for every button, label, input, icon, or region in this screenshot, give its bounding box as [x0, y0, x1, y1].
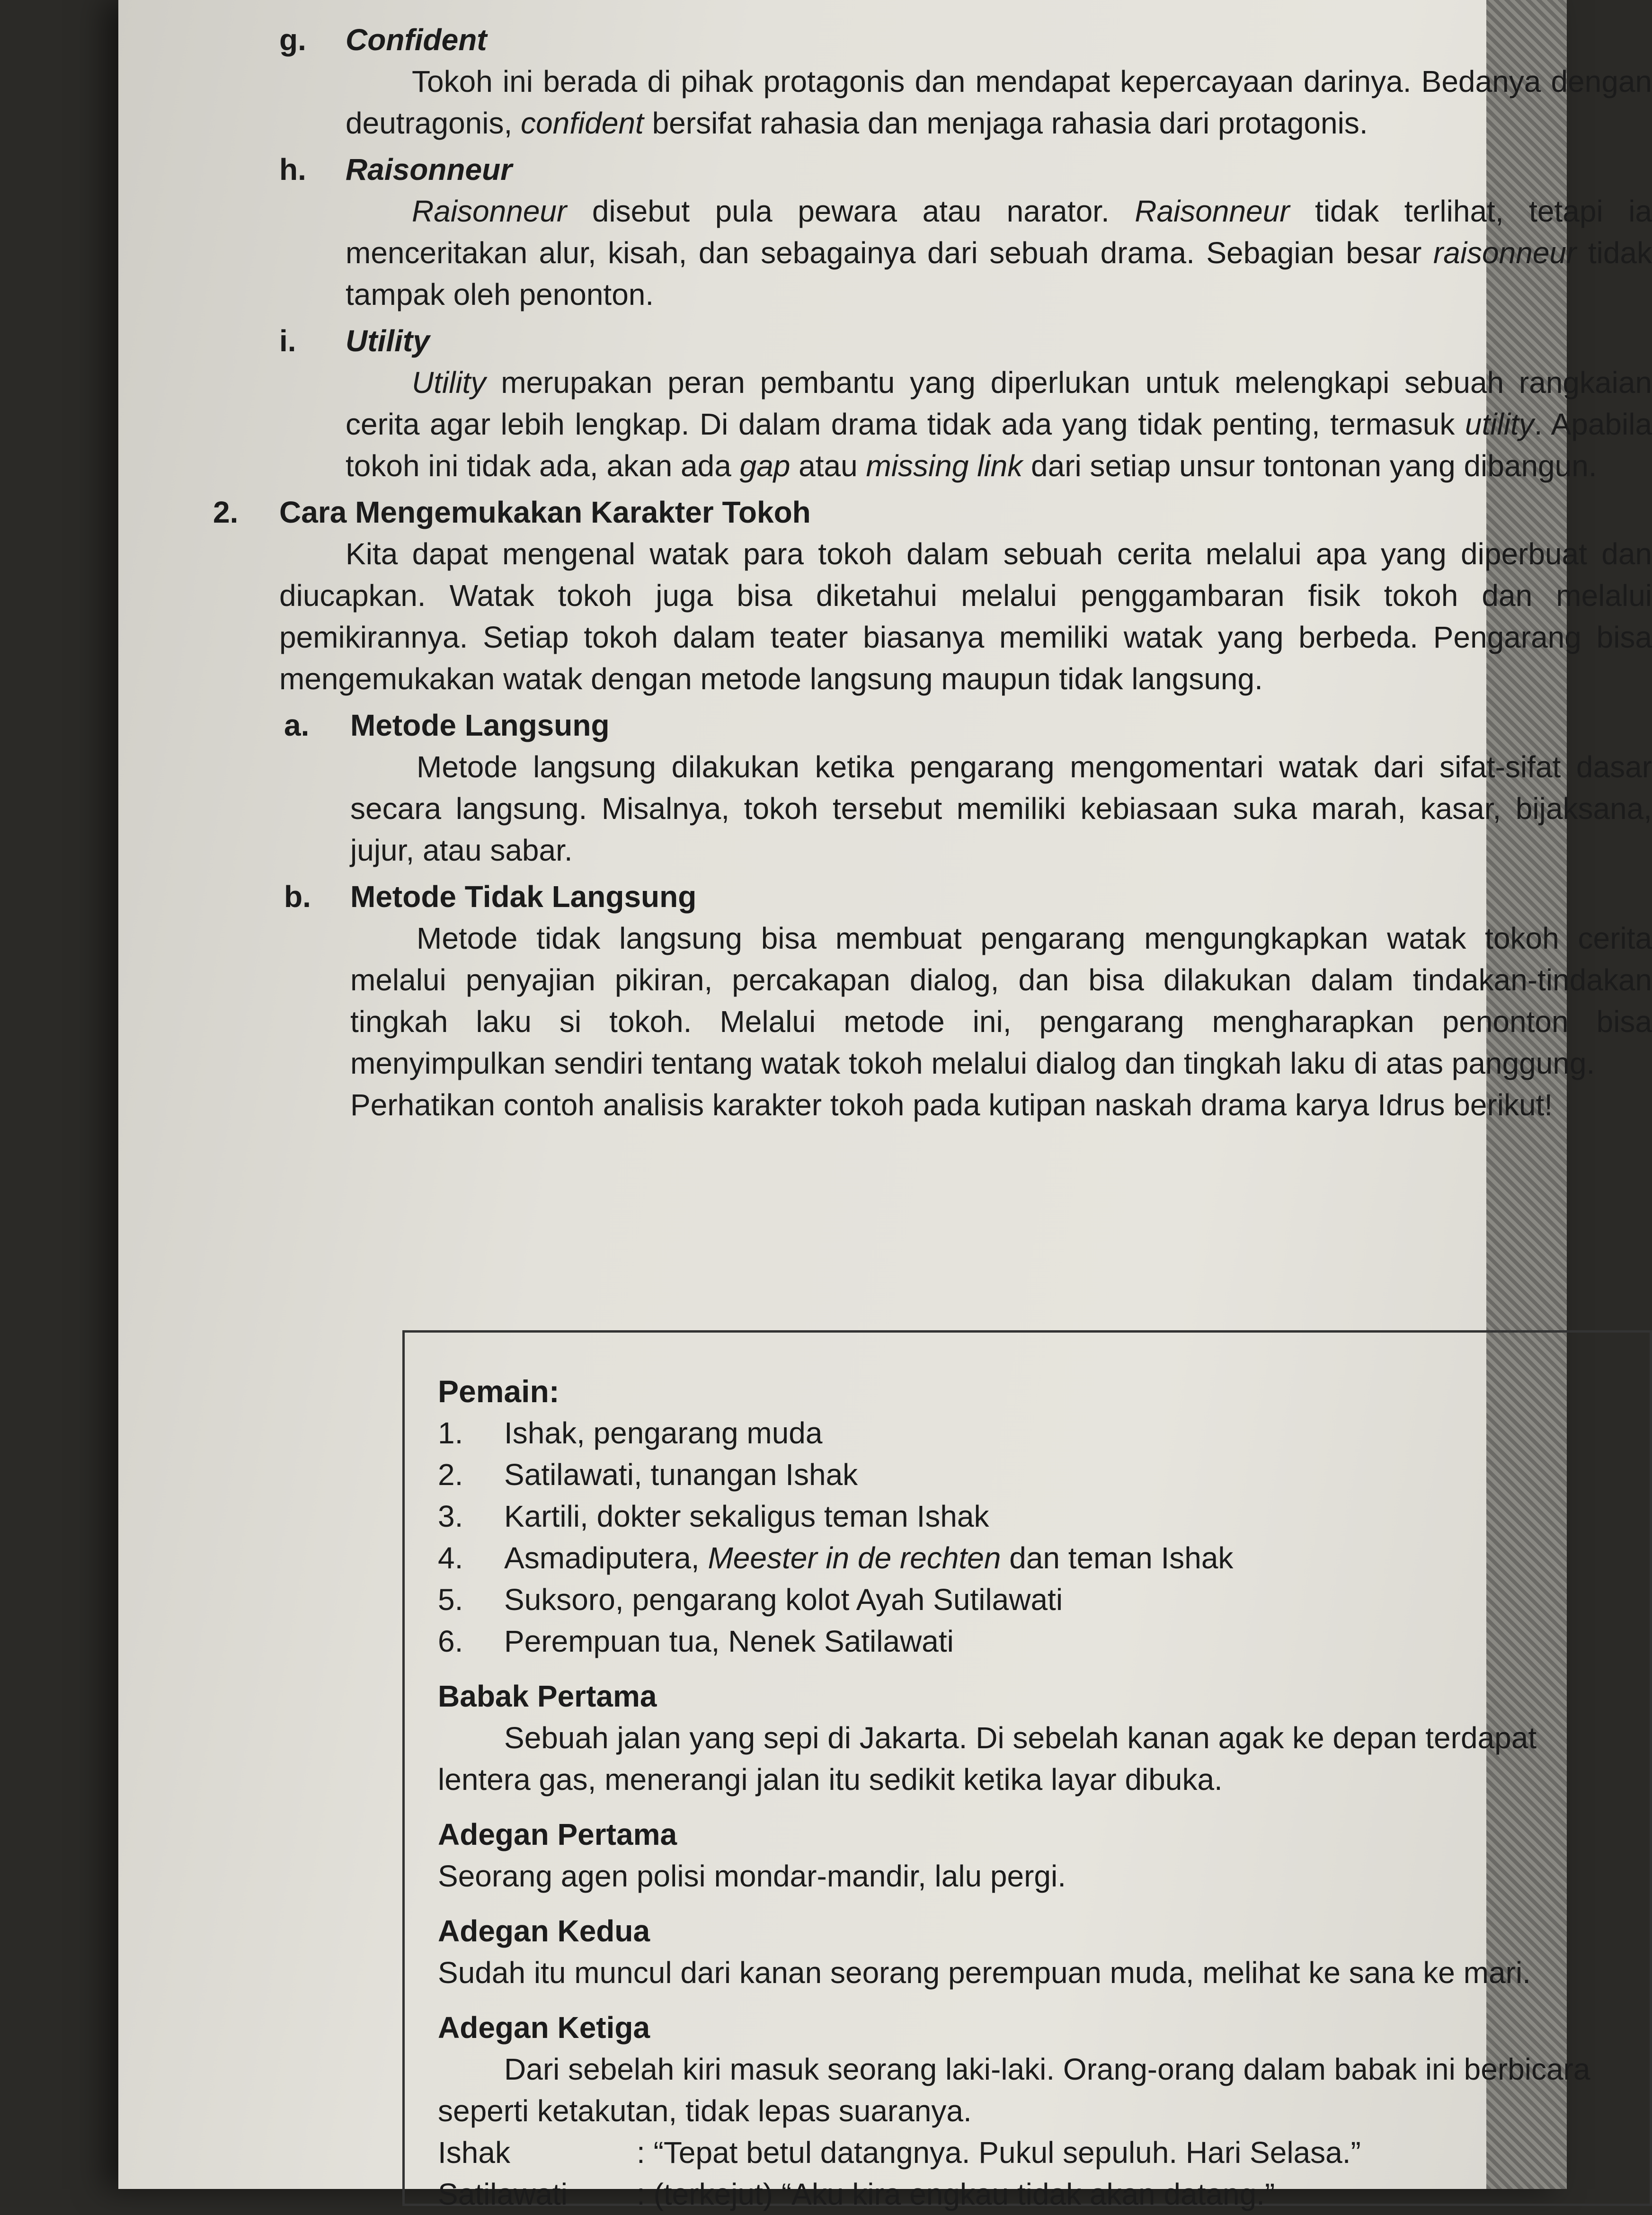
cast-item — [438, 1454, 1621, 1495]
role-item-heading — [279, 320, 1652, 362]
cast-item — [438, 1620, 1621, 1662]
speech-text: : “Tepat betul datangnya. Pukul sepuluh. Hari Selasa.” — [637, 2135, 1361, 2170]
role-item-heading — [279, 149, 1652, 190]
text-run: bersifat rahasia dan menjaga rahasia dari protagonis. — [643, 106, 1368, 140]
text-run: . Apabila tokoh ini tidak ada, akan ada — [346, 407, 1652, 483]
method-b-heading — [284, 876, 1652, 917]
method-b-text: Metode tidak langsung bisa membuat pengarang mengungkapkan watak tokoh cerita melalui penyajian pikiran, percakapan dialog, dan bisa dilakukan dalam tindakan-tindakan tingkah laku si tokoh. Melalui metode ini, pengarang mengharapkan penonton bisa menyimpulkan sendiri tentang watak tokoh melalui dialog dan tingkah laku di atas panggung. — [350, 921, 1652, 1080]
cast-name: Asmadiputera, Meester in de rechten dan teman Ishak — [504, 1541, 1234, 1575]
role-item-title: Confident — [346, 23, 487, 57]
role-items — [279, 19, 1652, 487]
text-run: Utility — [412, 365, 486, 400]
method-a-number: a. — [284, 708, 310, 742]
cast-item — [438, 1579, 1621, 1620]
cast-number: 6. — [438, 1624, 463, 1658]
role-item — [279, 149, 1652, 315]
text-run: merupakan peran pembantu yang diperlukan untuk melengkapi sebuah rangkaian cerita agar lebih lengkap. Di dalam drama tidak ada yang tidak penting, termasuk — [346, 365, 1652, 441]
text-run: dari setiap unsur tontonan yang dibangun. — [1022, 449, 1597, 483]
role-item-number: g. — [279, 23, 306, 57]
role-item — [279, 320, 1652, 487]
cast-number: 2. — [438, 1458, 463, 1492]
cast-name: Suksoro, pengarang kolot Ayah Sutilawati — [504, 1583, 1063, 1617]
text-run: disebut pula pewara atau narator. — [567, 194, 1135, 228]
scene-2-text: Sudah itu muncul dari kanan seorang perempuan muda, melihat ke sana ke mari. — [438, 1956, 1531, 1990]
text-run: gap — [739, 449, 790, 483]
dialog-line — [438, 2132, 1621, 2173]
text-run: utility — [1465, 407, 1534, 441]
method-a-text: Metode langsung dilakukan ketika pengarang mengomentari watak dari sifat-sifat dasar secara langsung. Misalnya, tokoh tersebut memiliki kebiasaan suka marah, kasar, bijaksana, jujur, atau sabar. — [350, 750, 1652, 867]
section-2 — [213, 491, 1652, 1126]
speaker-name: Ishak — [438, 2135, 510, 2170]
section-2-number: 2. — [213, 495, 239, 529]
section-2-intro: Kita dapat mengenal watak para tokoh dalam sebuah cerita melalui apa yang diperbuat dan diucapkan. Watak tokoh juga bisa diketahui melalui penggambaran fisik tokoh dan melalui pemikirannya. Setiap tokoh dalam teater biasanya memiliki watak yang berbeda. Pengarang bisa mengemukakan watak dengan metode langsung maupun tidak langsung. — [279, 537, 1652, 696]
dialog-lines — [438, 2132, 1621, 2215]
cast-heading: Pemain: — [438, 1374, 560, 1409]
role-item-number: h. — [279, 152, 306, 187]
cast-name: Perempuan tua, Nenek Satilawati — [504, 1624, 954, 1658]
role-item-text — [346, 190, 1652, 315]
cast-item — [438, 1495, 1621, 1537]
method-a-heading — [284, 704, 1652, 746]
role-item-title: Utility — [346, 324, 430, 358]
closing-sentence: Perhatikan contoh analisis karakter tokoh pada kutipan naskah drama karya Idrus berikut! — [350, 1088, 1553, 1122]
cast-number: 1. — [438, 1416, 463, 1450]
scene-3-title: Adegan Ketiga — [438, 2010, 650, 2045]
speech-text: : (terkejut) “Aku kira engkau tidak akan datang.” — [637, 2177, 1275, 2211]
book-page — [118, 0, 1652, 2211]
text-run: raisonneur — [1433, 236, 1577, 270]
cast-number: 5. — [438, 1583, 463, 1617]
cast-number: 3. — [438, 1499, 463, 1533]
cast-list — [438, 1412, 1621, 1662]
role-item-heading — [279, 19, 1652, 61]
text-run: tidak tampak oleh penonton. — [346, 236, 1652, 311]
cast-number: 4. — [438, 1541, 463, 1575]
role-item-title: Raisonneur — [346, 152, 513, 187]
cast-item — [438, 1412, 1621, 1454]
drama-excerpt-box — [402, 1330, 1652, 2211]
text-run: Raisonneur — [412, 194, 567, 228]
act-description: Sebuah jalan yang sepi di Jakarta. Di sebelah kanan agak ke depan terdapat lentera gas, menerangi jalan itu sedikit ketika layar dibuka. — [438, 1721, 1537, 1797]
text-run: Tokoh ini berada di pihak protagonis dan mendapat kepercayaan darinya. Bedanya dengan deutragonis, — [346, 64, 1652, 140]
act-title: Babak Pertama — [438, 1679, 657, 1713]
page-text — [213, 14, 1652, 1126]
scene-1-text: Seorang agen polisi mondar-mandir, lalu pergi. — [438, 1859, 1066, 1893]
text-run: confident — [521, 106, 644, 140]
method-a — [213, 704, 1652, 871]
scene-1-title: Adegan Pertama — [438, 1817, 677, 1851]
cast-name: Ishak, pengarang muda — [504, 1416, 823, 1450]
speaker-name: Satilawati — [438, 2177, 568, 2211]
role-item-text — [346, 61, 1652, 144]
role-item-number: i. — [279, 324, 296, 358]
role-item-text — [346, 362, 1652, 487]
section-2-heading — [213, 491, 1652, 533]
dialog-line — [438, 2173, 1621, 2215]
text-run: Raisonneur — [1135, 194, 1290, 228]
section-2-title: Cara Mengemukakan Karakter Tokoh — [279, 495, 811, 529]
scene-2-title: Adegan Kedua — [438, 1914, 650, 1948]
scene-3-text: Dari sebelah kiri masuk seorang laki-laki. Orang-orang dalam babak ini berbicara seperti ketakutan, tidak lepas suaranya. — [438, 2052, 1590, 2128]
cast-item — [438, 1537, 1621, 1579]
method-b-title: Metode Tidak Langsung — [350, 880, 697, 914]
text-run: tidak terlihat, tetapi ia menceritakan alur, kisah, dan sebagainya dari sebuah drama. Sebagian besar — [346, 194, 1652, 270]
text-run: missing link — [866, 449, 1023, 483]
method-a-title: Metode Langsung — [350, 708, 610, 742]
method-b-number: b. — [284, 880, 311, 914]
cast-name: Satilawati, tunangan Ishak — [504, 1458, 858, 1492]
method-b — [213, 876, 1652, 1084]
role-item — [279, 19, 1652, 144]
text-run: atau — [790, 449, 866, 483]
cast-name: Kartili, dokter sekaligus teman Ishak — [504, 1499, 989, 1533]
